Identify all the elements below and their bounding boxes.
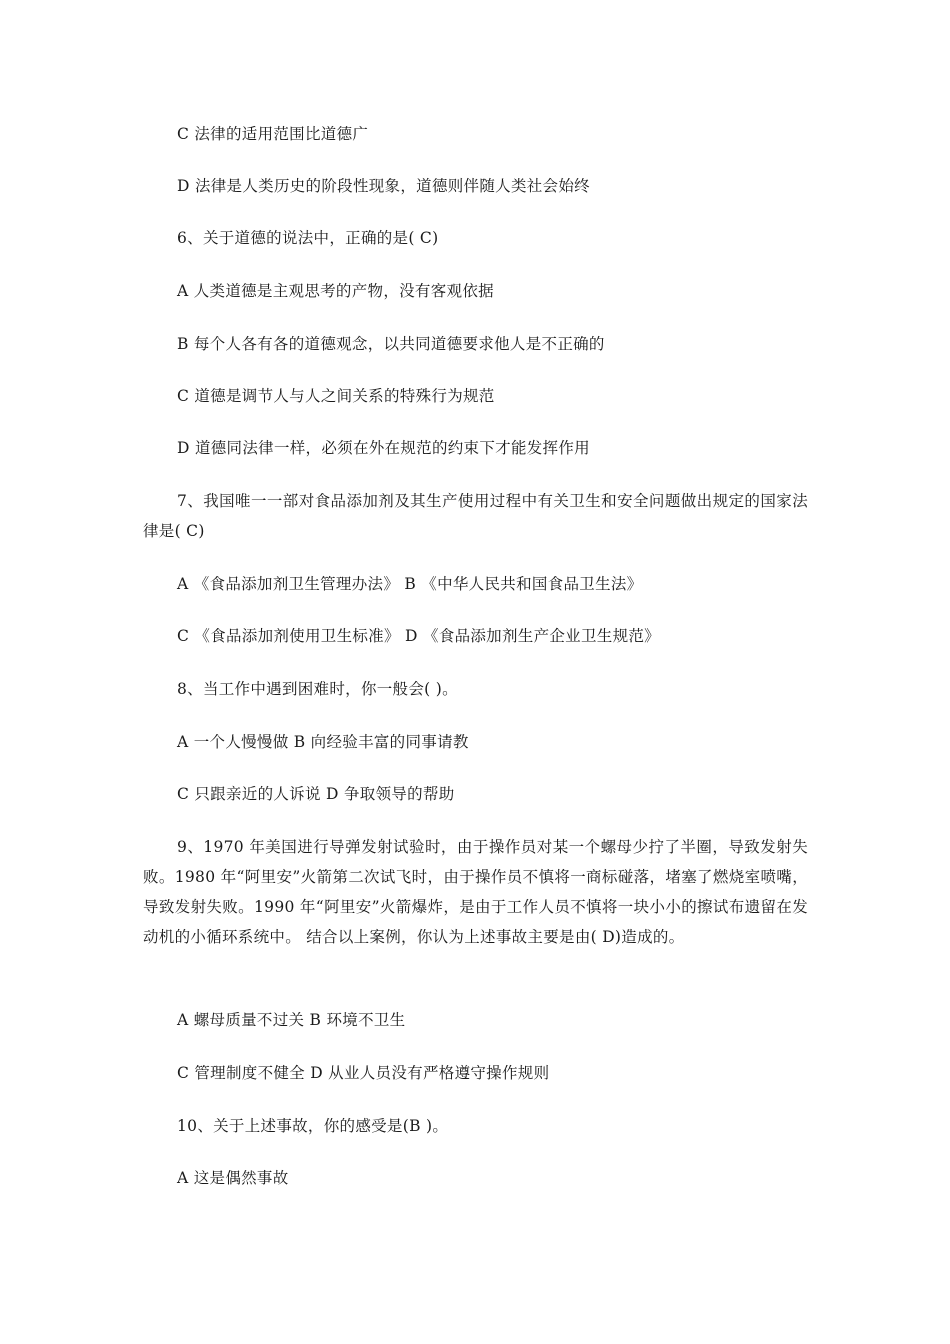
options-ab-q8: A 一个人慢慢做 B 向经验丰富的同事请教: [177, 733, 469, 751]
question-10: 10、关于上述事故，你的感受是(B )。: [177, 1117, 449, 1135]
question-6: 6、关于道德的说法中，正确的是( C): [177, 229, 439, 247]
option-a-q6: A 人类道德是主观思考的产物，没有客观依据: [177, 282, 494, 300]
question-8: 8、当工作中遇到困难时，你一般会( )。: [177, 680, 458, 698]
option-d-q6: D 道德同法律一样，必须在外在规范的约束下才能发挥作用: [177, 439, 590, 457]
option-d-q5: D 法律是人类历史的阶段性现象，道德则伴随人类社会始终: [177, 177, 590, 195]
question-9: 9、1970 年美国进行导弹发射试验时，由于操作员对某一个螺母少拧了半圈，导致发射失败。1980 年“阿里安”火箭第二次试飞时，由于操作员不慎将一商标碰落，堵塞了燃烧室喷嘴，导致发射失败。1990 年“阿里安”火箭爆炸，是由于工作人员不慎将一块小小的擦试布遗留在发动机的小循环系统中。 结合以上案例，你认为上述事故主要是由( D)造成的。: [143, 838, 808, 946]
options-cd-q8: C 只跟亲近的人诉说 D 争取领导的帮助: [177, 785, 455, 803]
option-b-q6: B 每个人各有各的道德观念，以共同道德要求他人是不正确的: [177, 335, 605, 353]
options-cd-q7: C 《食品添加剂使用卫生标准》 D 《食品添加剂生产企业卫生规范》: [177, 627, 660, 645]
question-7: 7、我国唯一一部对食品添加剂及其生产使用过程中有关卫生和安全问题做出规定的国家法律是( C): [143, 492, 808, 540]
option-c-q6: C 道德是调节人与人之间关系的特殊行为规范: [177, 387, 495, 405]
options-cd-q9: C 管理制度不健全 D 从业人员没有严格遵守操作规则: [177, 1064, 550, 1082]
options-ab-q9: A 螺母质量不过关 B 环境不卫生: [177, 1011, 406, 1029]
options-ab-q7: A 《食品添加剂卫生管理办法》 B 《中华人民共和国食品卫生法》: [177, 575, 643, 593]
option-c-q5: C 法律的适用范围比道德广: [177, 125, 369, 143]
option-a-q10: A 这是偶然事故: [177, 1169, 289, 1187]
